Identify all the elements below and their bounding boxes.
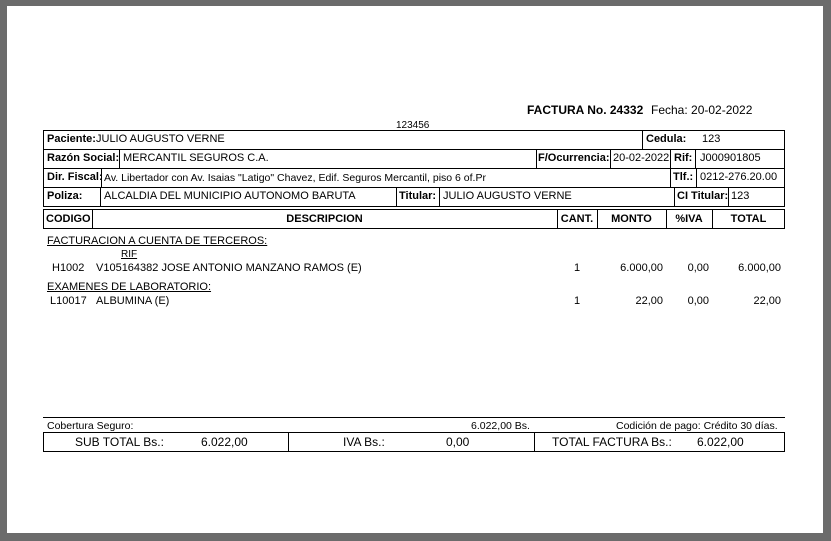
col-iva: %IVA: [675, 213, 703, 225]
cobertura-label: Cobertura Seguro:: [47, 420, 134, 432]
section-title: EXAMENES DE LABORATORIO:: [47, 281, 212, 293]
invoice-page: [7, 6, 823, 533]
item-desc: ALBUMINA (E): [96, 295, 170, 307]
col-cant: CANT.: [560, 213, 594, 225]
poliza-label: Poliza:: [47, 190, 83, 202]
subtotal-value: 6.022,00: [201, 435, 248, 449]
iva-label: IVA Bs.:: [343, 435, 385, 449]
cedula-value: 123: [702, 133, 721, 145]
item-code: H1002: [52, 262, 85, 274]
condicion-pago: Codición de pago: Crédito 30 días.: [616, 420, 778, 432]
total-value: 6.022,00: [697, 435, 744, 449]
col-descripcion: DESCRIPCION: [286, 213, 363, 225]
invoice-date: Fecha: 20-02-2022: [651, 103, 753, 117]
ci-titular-label: CI Titular:: [677, 190, 729, 202]
rif-value: J000901805: [700, 152, 761, 164]
item-iva: 0,00: [687, 262, 709, 274]
rif-label: Rif:: [674, 152, 693, 164]
footer-divider: [43, 417, 785, 418]
cedula-label: Cedula:: [646, 133, 687, 145]
invoice-number: FACTURA No. 24332: [527, 103, 644, 117]
item-monto: 22,00: [635, 295, 663, 307]
section-subtitle: RIF: [121, 249, 138, 260]
iva-value: 0,00: [446, 435, 470, 449]
subtotal-label: SUB TOTAL Bs.:: [75, 435, 164, 449]
col-monto: MONTO: [611, 213, 652, 225]
item-monto: 6.000,00: [620, 262, 663, 274]
ci-titular-value: 123: [731, 190, 750, 202]
item-desc: V105164382 JOSE ANTONIO MANZANO RAMOS (E): [96, 262, 362, 274]
focurrencia-label: F/Ocurrencia:: [538, 152, 610, 164]
invoice-code: 123456: [396, 120, 430, 131]
section-title: FACTURACION A CUENTA DE TERCEROS:: [47, 235, 268, 247]
tlf-value: 0212-276.20.00: [700, 171, 778, 183]
titular-label: Titular:: [399, 190, 437, 202]
item-total: 6.000,00: [738, 262, 781, 274]
dir-value: Av. Libertador con Av. Isaias "Latigo" Chavez, Edif. Seguros Mercantil, piso 6 of.Pr: [104, 172, 486, 184]
razon-label: Razón Social:: [47, 152, 120, 164]
razon-value: MERCANTIL SEGUROS C.A.: [123, 152, 269, 164]
cobertura-value: 6.022,00 Bs.: [471, 420, 530, 432]
item-cant: 1: [573, 295, 581, 307]
paciente-value: JULIO AUGUSTO VERNE: [96, 133, 225, 145]
total-label: TOTAL FACTURA Bs.:: [552, 435, 672, 449]
col-total: TOTAL: [730, 213, 767, 225]
item-cant: 1: [573, 262, 581, 274]
col-codigo: CODIGO: [46, 213, 91, 225]
poliza-value: ALCALDIA DEL MUNICIPIO AUTONOMO BARUTA: [104, 190, 356, 202]
item-total: 22,00: [753, 295, 781, 307]
titular-value: JULIO AUGUSTO VERNE: [443, 190, 572, 202]
item-iva: 0,00: [687, 295, 709, 307]
paciente-label: Paciente:: [47, 133, 96, 145]
focurrencia-value: 20-02-2022: [613, 152, 670, 164]
tlf-label: Tlf.:: [673, 171, 694, 183]
item-code: L10017: [50, 295, 87, 307]
dir-label: Dir. Fiscal:: [47, 171, 103, 183]
